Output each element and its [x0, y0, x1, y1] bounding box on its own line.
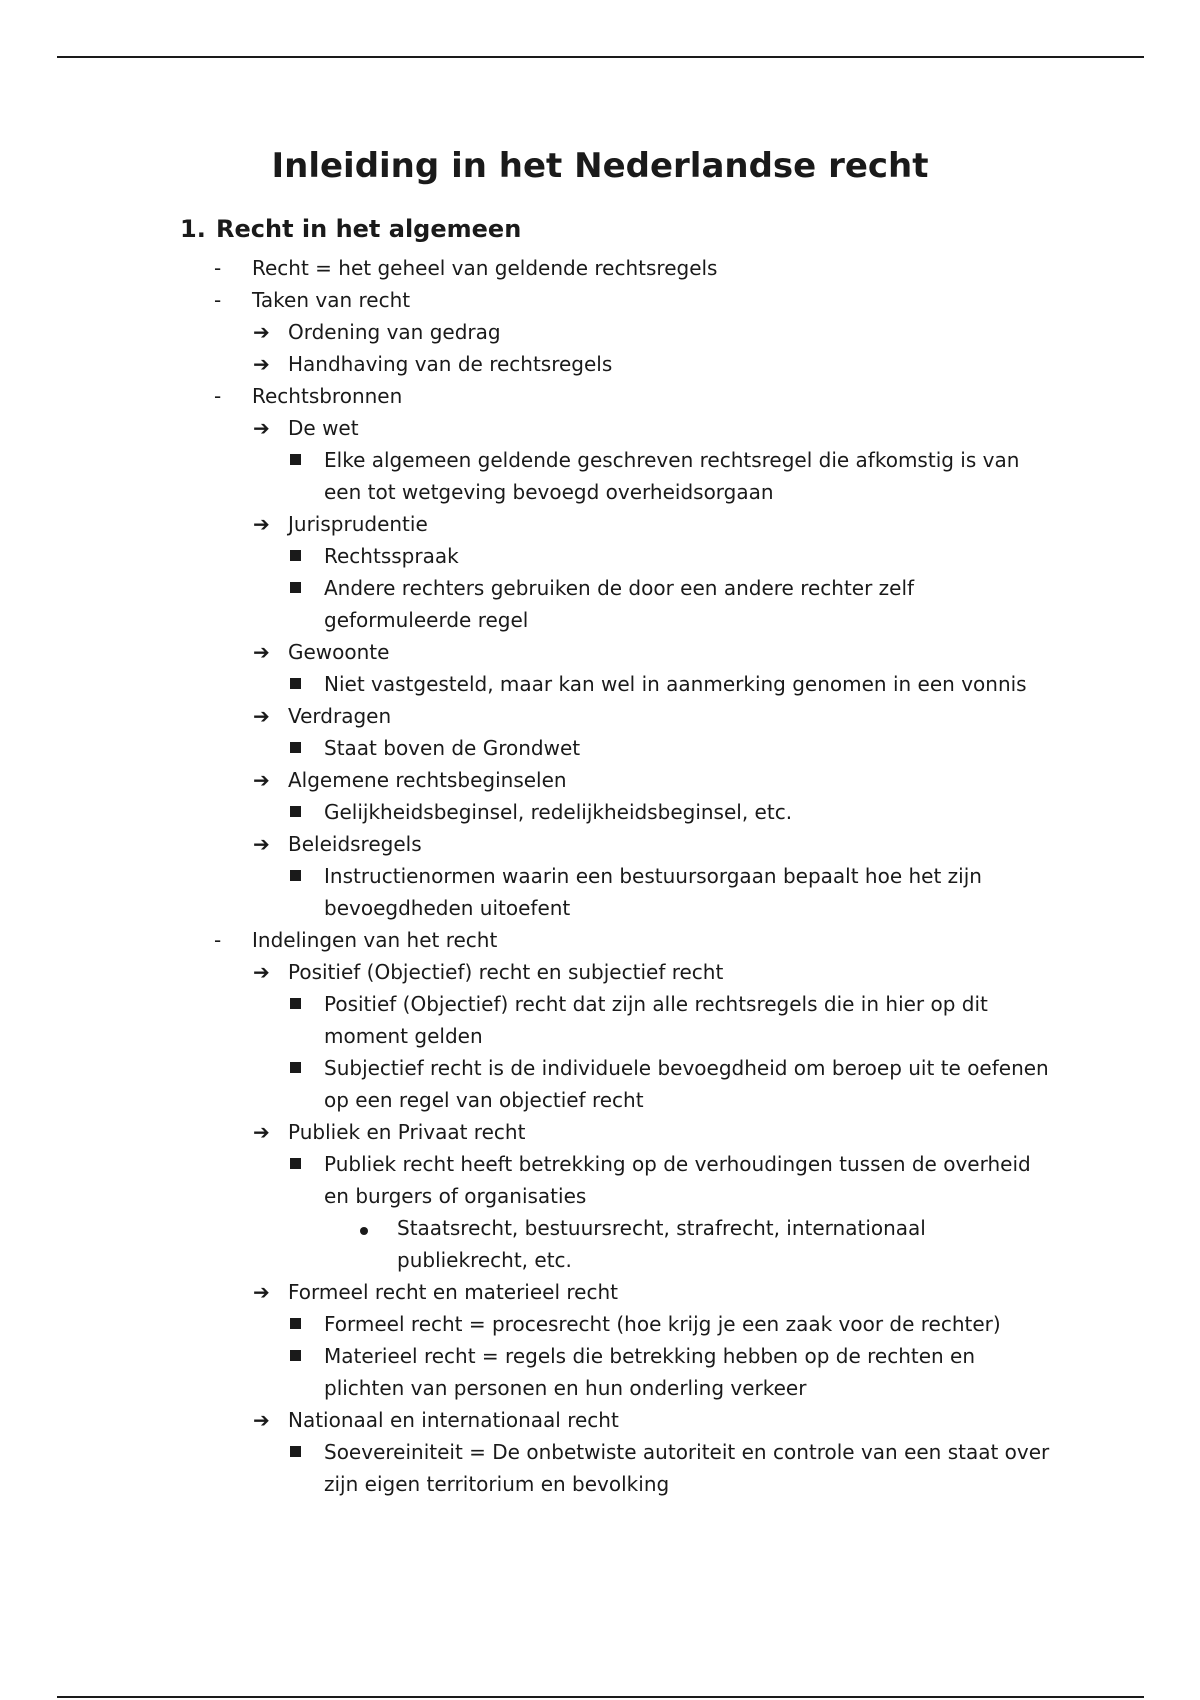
list-item-text: Publiek en Privaat recht	[288, 1120, 526, 1144]
list-item	[0, 956, 1082, 988]
list-item-text: Rechtsbronnen	[252, 384, 403, 408]
list-item	[0, 508, 1082, 540]
arrow-bullet-icon: ➔	[253, 416, 270, 440]
list-item	[0, 252, 1082, 284]
footer-rule	[57, 1696, 1144, 1698]
list-item	[0, 1212, 1057, 1276]
list-item-text: Staat boven de Grondwet	[324, 736, 581, 760]
list-item	[0, 1116, 1082, 1148]
list-item	[0, 1052, 1054, 1116]
list-item-text: Staatsrecht, bestuursrecht, strafrecht, internationaal publiekrecht, etc.	[397, 1216, 926, 1272]
square-bullet-icon	[290, 1148, 301, 1180]
arrow-bullet-icon: ➔	[253, 512, 270, 536]
dash-bullet-icon: -	[214, 928, 222, 952]
list-item-text: Ordening van gedrag	[288, 320, 501, 344]
arrow-bullet-icon: ➔	[253, 1280, 270, 1304]
dash-bullet-icon: -	[214, 288, 222, 312]
list-item-text: Publiek recht heeft betrekking op de verhoudingen tussen de overheid en burgers of organisaties	[324, 1152, 1031, 1208]
list-item-text: Handhaving van de rechtsregels	[288, 352, 613, 376]
list-item-text: Algemene rechtsbeginselen	[288, 768, 567, 792]
list-item	[0, 732, 1054, 764]
arrow-bullet-icon: ➔	[253, 640, 270, 664]
list-item	[0, 924, 1082, 956]
outline-list	[0, 252, 1200, 1500]
list-item	[0, 988, 1054, 1052]
list-item-text: Positief (Objectief) recht dat zijn alle rechtsregels die in hier op dit moment gelden	[324, 992, 988, 1048]
list-item	[0, 860, 1054, 924]
square-bullet-icon	[290, 732, 301, 764]
square-bullet-icon	[290, 1436, 301, 1468]
list-item-text: Recht = het geheel van geldende rechtsregels	[252, 256, 718, 280]
list-item-text: Soevereiniteit = De onbetwiste autoriteit en controle van een staat over zijn eigen territorium en bevolking	[324, 1440, 1050, 1496]
list-item	[0, 764, 1082, 796]
list-item-text: Nationaal en internationaal recht	[288, 1408, 619, 1432]
list-item-text: Formeel recht = procesrecht (hoe krijg je een zaak voor de rechter)	[324, 1312, 1001, 1336]
list-item-text: Instructienormen waarin een bestuursorgaan bepaalt hoe het zijn bevoegdheden uitoefent	[324, 864, 982, 920]
list-item-text: Niet vastgesteld, maar kan wel in aanmerking genomen in een vonnis	[324, 672, 1027, 696]
list-item	[0, 380, 1082, 412]
arrow-bullet-icon: ➔	[253, 320, 270, 344]
list-item	[0, 796, 1054, 828]
arrow-bullet-icon: ➔	[253, 1120, 270, 1144]
dash-bullet-icon: -	[214, 384, 222, 408]
square-bullet-icon	[290, 668, 301, 700]
arrow-bullet-icon: ➔	[253, 768, 270, 792]
list-item-text: Materieel recht = regels die betrekking hebben op de rechten en plichten van personen en hun onderling verkeer	[324, 1344, 976, 1400]
list-item	[0, 1404, 1082, 1436]
list-item-text: Andere rechters gebruiken de door een andere rechter zelf geformuleerde regel	[324, 576, 915, 632]
list-item	[0, 700, 1082, 732]
list-item-text: Elke algemeen geldende geschreven rechtsregel die afkomstig is van een tot wetgeving bevoegd overheidsorgaan	[324, 448, 1020, 504]
list-item	[0, 348, 1082, 380]
section-title: Recht in het algemeen	[216, 215, 522, 243]
list-item-text: Subjectief recht is de individuele bevoegdheid om beroep uit te oefenen op een regel van objectief recht	[324, 1056, 1049, 1112]
dash-bullet-icon: -	[214, 256, 222, 280]
arrow-bullet-icon: ➔	[253, 352, 270, 376]
arrow-bullet-icon: ➔	[253, 704, 270, 728]
list-item	[0, 1148, 1054, 1212]
arrow-bullet-icon: ➔	[253, 1408, 270, 1432]
square-bullet-icon	[290, 796, 301, 828]
list-item-text: Formeel recht en materieel recht	[288, 1280, 618, 1304]
list-item	[0, 828, 1082, 860]
square-bullet-icon	[290, 860, 301, 892]
list-item-text: Indelingen van het recht	[252, 928, 498, 952]
dot-bullet-icon	[360, 1212, 368, 1244]
list-item	[0, 316, 1082, 348]
list-item	[0, 668, 1054, 700]
list-item	[0, 572, 1054, 636]
list-item-text: Verdragen	[288, 704, 392, 728]
list-item	[0, 284, 1082, 316]
square-bullet-icon	[290, 572, 301, 604]
section-number: 1.	[180, 215, 206, 243]
list-item	[0, 540, 1054, 572]
square-bullet-icon	[290, 540, 301, 572]
square-bullet-icon	[290, 444, 301, 476]
list-item-text: Rechtsspraak	[324, 544, 459, 568]
list-item-text: Taken van recht	[252, 288, 411, 312]
square-bullet-icon	[290, 988, 301, 1020]
list-item-text: Positief (Objectief) recht en subjectief recht	[288, 960, 724, 984]
list-item-text: De wet	[288, 416, 359, 440]
list-item	[0, 412, 1082, 444]
header-rule	[57, 56, 1144, 58]
list-item	[0, 444, 1054, 508]
list-item	[0, 1308, 1054, 1340]
list-item	[0, 1276, 1082, 1308]
list-item	[0, 1340, 1054, 1404]
arrow-bullet-icon: ➔	[253, 960, 270, 984]
document-title: Inleiding in het Nederlandse recht	[271, 146, 929, 186]
square-bullet-icon	[290, 1308, 301, 1340]
list-item-text: Jurisprudentie	[288, 512, 428, 536]
list-item-text: Gelijkheidsbeginsel, redelijkheidsbeginsel, etc.	[324, 800, 793, 824]
list-item	[0, 1436, 1054, 1500]
list-item-text: Beleidsregels	[288, 832, 422, 856]
list-item	[0, 636, 1082, 668]
list-item-text: Gewoonte	[288, 640, 390, 664]
square-bullet-icon	[290, 1340, 301, 1372]
square-bullet-icon	[290, 1052, 301, 1084]
arrow-bullet-icon: ➔	[253, 832, 270, 856]
section-heading	[180, 212, 521, 246]
